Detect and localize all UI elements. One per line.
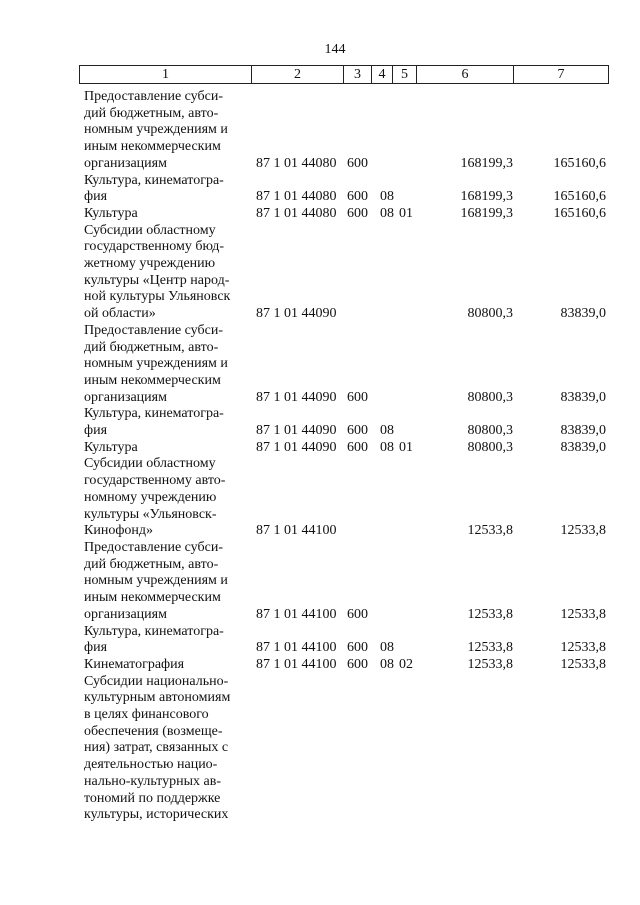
amount-col-6: 168199,3 — [460, 189, 513, 205]
description-line: Кинематография — [84, 656, 185, 672]
expense-type: 600 — [347, 423, 368, 439]
table-row — [0, 206, 640, 223]
expense-type: 600 — [347, 205, 368, 221]
section-code: 08 — [380, 423, 394, 439]
target-code: 87 1 01 44100 — [256, 523, 337, 539]
amount-col-7: 83839,0 — [560, 306, 606, 322]
section-code: 08 — [380, 439, 394, 455]
description-line: организациям — [84, 606, 167, 622]
amount-col-7: 83839,0 — [560, 423, 606, 439]
description-line: Культура — [84, 439, 138, 455]
amount-col-7: 12533,8 — [560, 656, 606, 672]
amount-col-7: 83839,0 — [560, 439, 606, 455]
expense-type: 600 — [347, 389, 368, 405]
description-line: иным некоммерческим — [84, 372, 221, 388]
row-values — [0, 640, 640, 657]
header-col-6: 6 — [416, 65, 514, 84]
description-line: культуры, исторических — [84, 807, 229, 823]
description-line: обеспечения (возмеще- — [84, 723, 223, 739]
description-line: Предоставление субси- — [84, 322, 223, 338]
target-code: 87 1 01 44090 — [256, 439, 337, 455]
target-code: 87 1 01 44090 — [256, 389, 337, 405]
amount-col-6: 12533,8 — [467, 523, 513, 539]
amount-col-6: 12533,8 — [467, 606, 513, 622]
row-values — [0, 156, 640, 173]
expense-type: 600 — [347, 439, 368, 455]
row-values — [0, 306, 640, 323]
table-row — [0, 674, 640, 824]
amount-col-7: 12533,8 — [560, 640, 606, 656]
target-code: 87 1 01 44100 — [256, 640, 337, 656]
section-code: 08 — [380, 205, 394, 221]
target-code: 87 1 01 44100 — [256, 656, 337, 672]
description-line: Кинофонд» — [84, 523, 154, 539]
amount-col-6: 168199,3 — [460, 205, 513, 221]
row-values — [0, 807, 640, 824]
description-line: организациям — [84, 155, 167, 171]
description-line: фия — [84, 189, 108, 205]
description-line: номным учреждениям и — [84, 573, 228, 589]
table-row — [0, 657, 640, 674]
expense-type: 600 — [347, 189, 368, 205]
row-values — [0, 206, 640, 223]
amount-col-6: 80800,3 — [467, 389, 513, 405]
target-code: 87 1 01 44080 — [256, 189, 337, 205]
header-col-7: 7 — [513, 65, 609, 84]
description-line: иным некоммерческим — [84, 590, 221, 606]
expense-type: 600 — [347, 155, 368, 171]
amount-col-7: 165160,6 — [553, 205, 606, 221]
description-line: нально-культурных ав- — [84, 773, 221, 789]
expense-type: 600 — [347, 640, 368, 656]
description-line: культурным автономиям — [84, 690, 231, 706]
amount-col-6: 168199,3 — [460, 155, 513, 171]
subsection-code: 01 — [399, 439, 413, 455]
table-row — [0, 323, 640, 407]
description-line: фия — [84, 423, 108, 439]
header-col-1: 1 — [79, 65, 252, 84]
row-values — [0, 390, 640, 407]
amount-col-6: 80800,3 — [467, 423, 513, 439]
header-col-5: 5 — [392, 65, 417, 84]
amount-col-6: 12533,8 — [467, 656, 513, 672]
amount-col-7: 12533,8 — [560, 523, 606, 539]
amount-col-6: 12533,8 — [467, 640, 513, 656]
description-line: ой области» — [84, 306, 156, 322]
row-description — [84, 674, 248, 824]
description-line: номным учреждениям и — [84, 122, 228, 138]
description-line: иным некоммерческим — [84, 139, 221, 155]
table-row — [0, 173, 640, 206]
amount-col-7: 83839,0 — [560, 389, 606, 405]
description-line: дий бюджетным, авто- — [84, 105, 219, 121]
row-values — [0, 523, 640, 540]
row-values — [0, 440, 640, 457]
table-row — [0, 406, 640, 439]
section-code: 08 — [380, 656, 394, 672]
row-values — [0, 657, 640, 674]
description-line: Предоставление субси- — [84, 539, 223, 555]
description-line: дий бюджетным, авто- — [84, 556, 219, 572]
row-values — [0, 423, 640, 440]
header-col-3: 3 — [343, 65, 372, 84]
target-code: 87 1 01 44090 — [256, 306, 337, 322]
header-col-4: 4 — [371, 65, 393, 84]
description-line: номному учреждению — [84, 489, 217, 505]
description-line: ния) затрат, связанных с — [84, 740, 229, 756]
description-line: Культура, кинематогра- — [84, 623, 224, 639]
header-col-2: 2 — [251, 65, 344, 84]
description-line: Культура — [84, 205, 138, 221]
row-values — [0, 189, 640, 206]
table-row — [0, 624, 640, 657]
description-line: жетному учреждению — [84, 256, 216, 272]
description-line: организациям — [84, 389, 167, 405]
description-line: деятельностью нацио- — [84, 757, 218, 773]
row-values — [0, 607, 640, 624]
description-line: культуры «Центр народ- — [84, 272, 230, 288]
amount-col-7: 165160,6 — [553, 155, 606, 171]
expense-type: 600 — [347, 656, 368, 672]
table-row — [0, 223, 640, 323]
target-code: 87 1 01 44080 — [256, 205, 337, 221]
page-number: 144 — [324, 42, 346, 57]
amount-col-7: 12533,8 — [560, 606, 606, 622]
description-line: государственному авто- — [84, 473, 226, 489]
description-line: дий бюджетным, авто- — [84, 339, 219, 355]
description-line: фия — [84, 640, 108, 656]
description-line: культуры «Ульяновск- — [84, 506, 217, 522]
table-row — [0, 440, 640, 457]
description-line: номным учреждениям и — [84, 356, 228, 372]
amount-col-7: 165160,6 — [553, 189, 606, 205]
table-body — [0, 89, 640, 824]
table-row — [0, 89, 640, 173]
amount-col-6: 80800,3 — [467, 306, 513, 322]
description-line: Субсидии областному — [84, 222, 216, 238]
description-line: в целях финансового — [84, 707, 209, 723]
section-code: 08 — [380, 189, 394, 205]
description-line: государственному бюд- — [84, 239, 225, 255]
table-row — [0, 540, 640, 624]
description-line: тономий по поддержке — [84, 790, 221, 806]
subsection-code: 01 — [399, 205, 413, 221]
section-code: 08 — [380, 640, 394, 656]
subsection-code: 02 — [399, 656, 413, 672]
table-row — [0, 456, 640, 540]
target-code: 87 1 01 44100 — [256, 606, 337, 622]
description-line: ной культуры Ульяновск — [84, 289, 231, 305]
expense-type: 600 — [347, 606, 368, 622]
description-line: Субсидии национально- — [84, 673, 229, 689]
amount-col-6: 80800,3 — [467, 439, 513, 455]
description-line: Культура, кинематогра- — [84, 406, 224, 422]
description-line: Культура, кинематогра- — [84, 172, 224, 188]
target-code: 87 1 01 44080 — [256, 155, 337, 171]
target-code: 87 1 01 44090 — [256, 423, 337, 439]
description-line: Предоставление субси- — [84, 89, 223, 104]
description-line: Субсидии областному — [84, 456, 216, 472]
